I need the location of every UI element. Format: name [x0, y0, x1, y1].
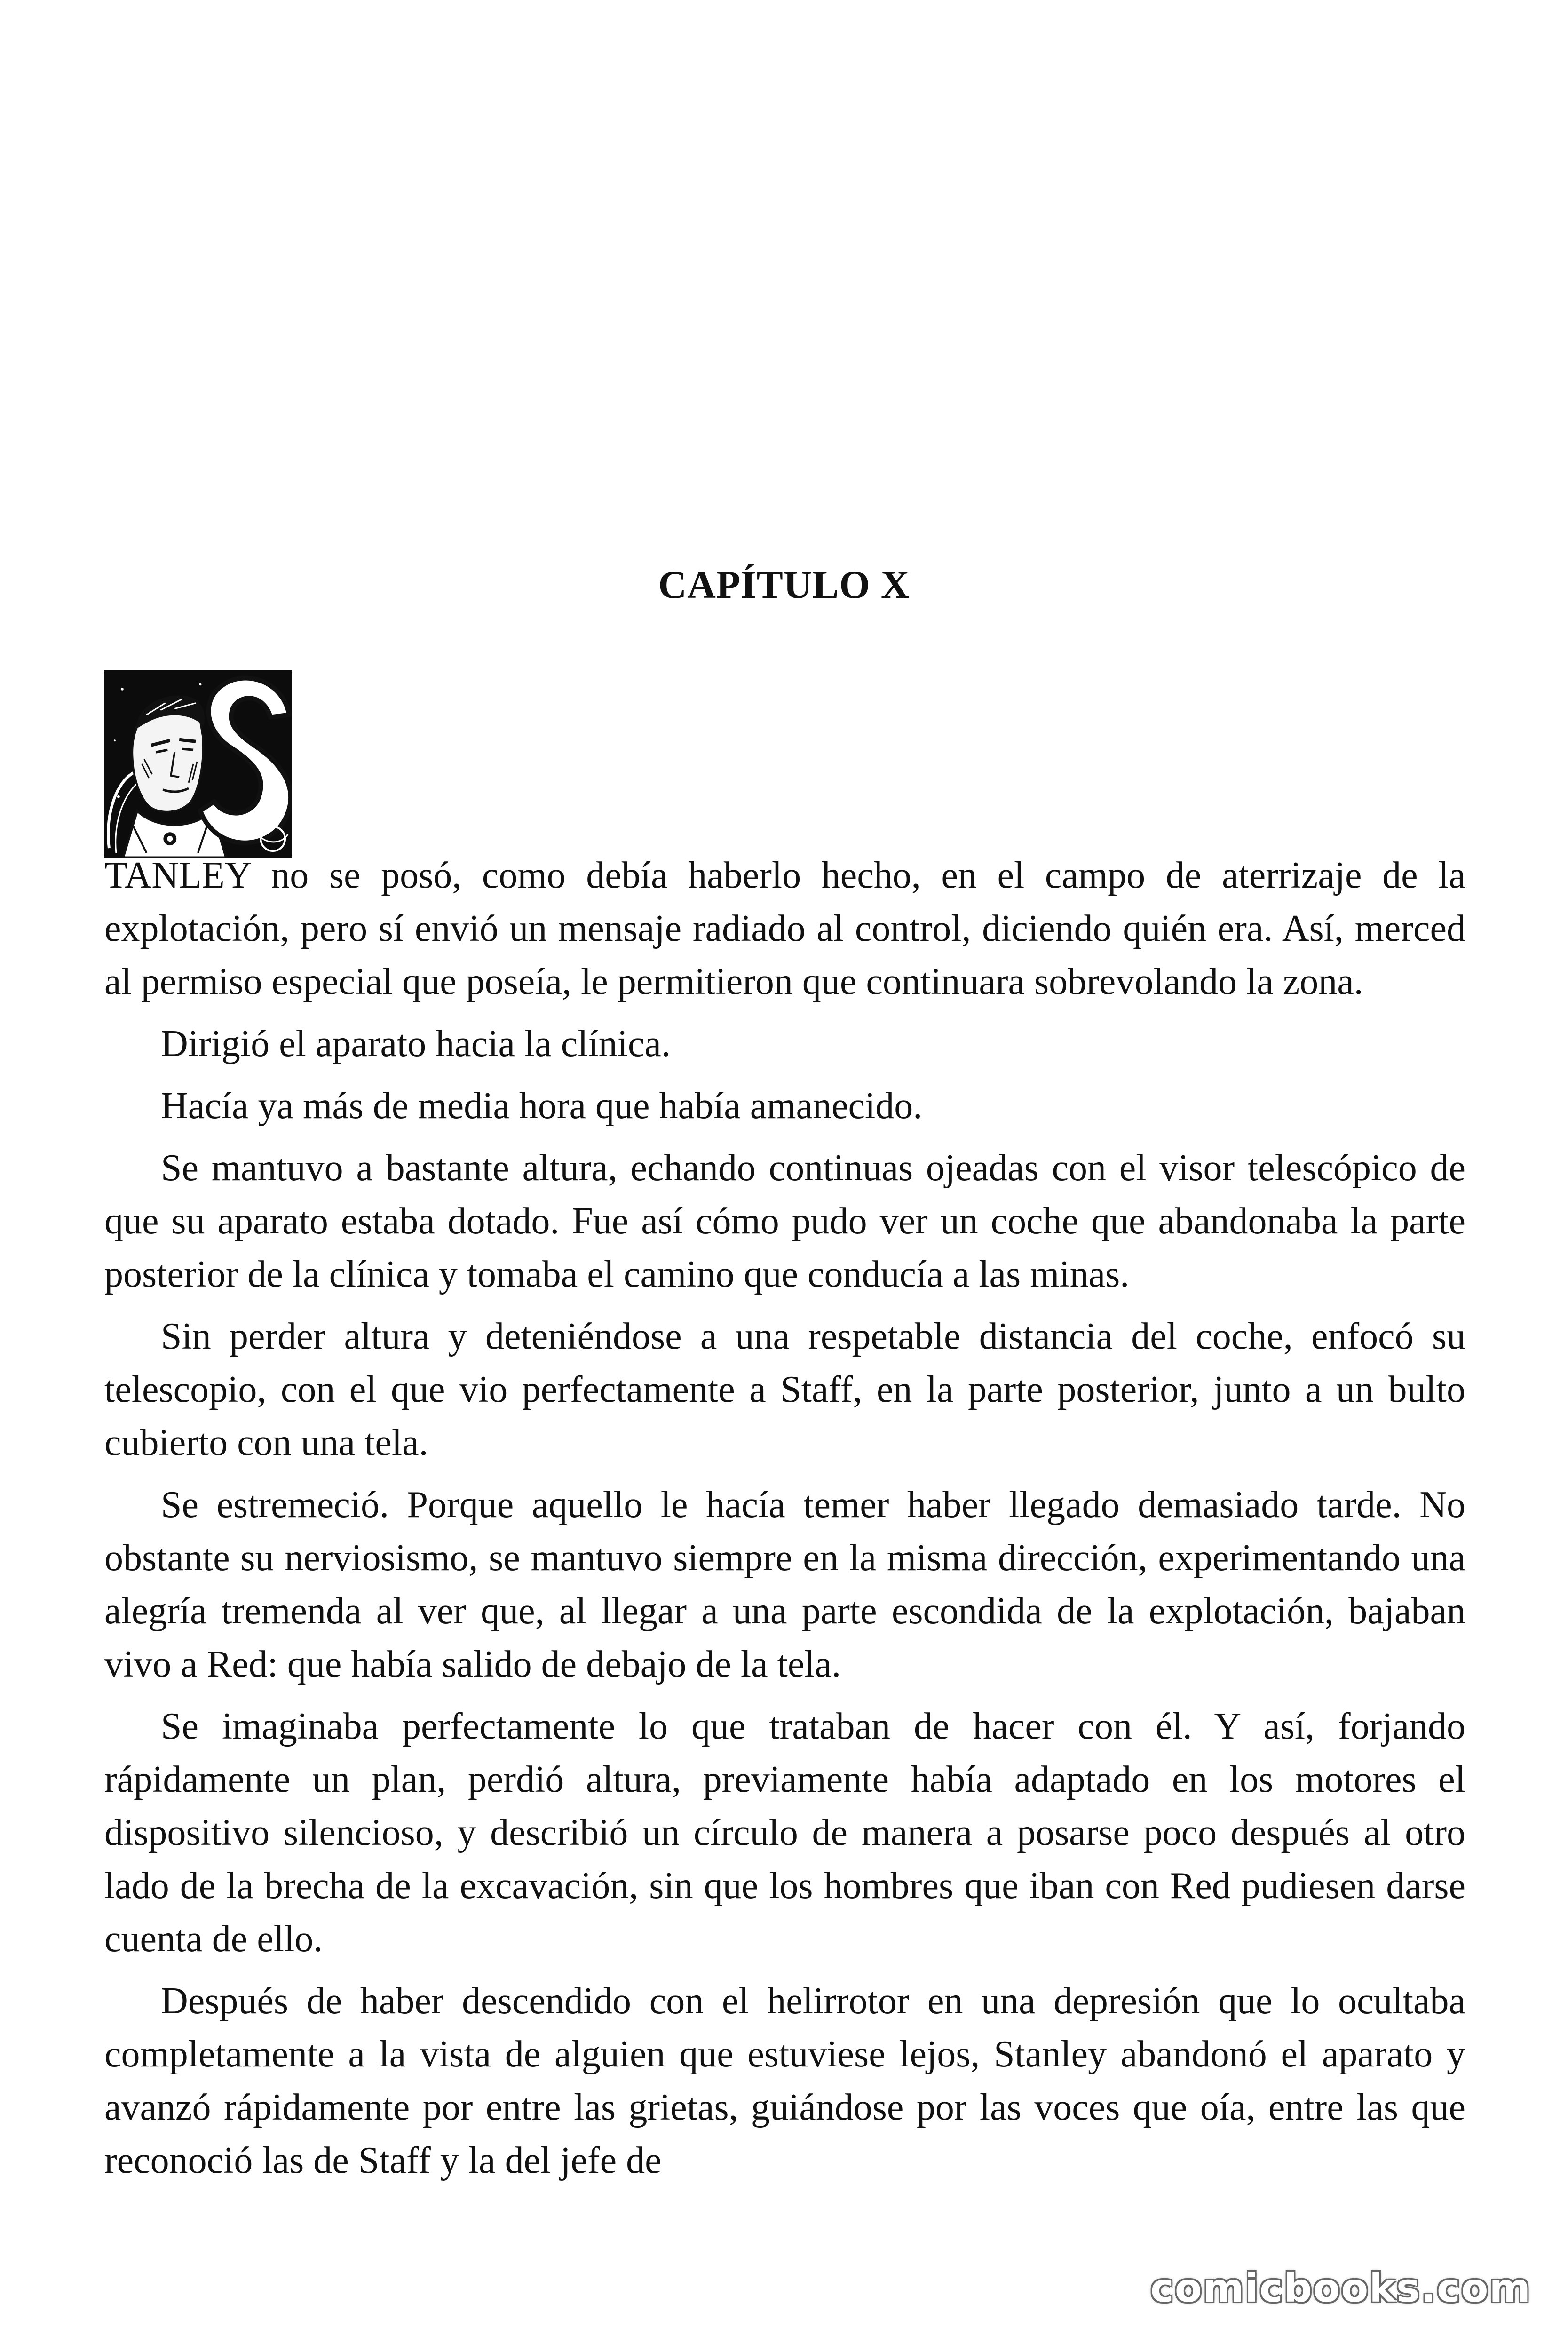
paragraph: Se mantuvo a bastante altura, echando continuas ojeadas con el visor telescópico de que su aparato estaba dotado. Fue así cómo pudo ver un coche que abandonaba la parte posterior de la clínica y tomaba el camino que conducía a las minas. — [104, 1147, 1465, 1295]
paragraph: Se imaginaba perfectamente lo que trataban de hacer con él. Y así, forjando rápidamente un plan, perdió altura, previamente había adaptado en los motores el dispositivo silencioso, y describió un círculo de manera a posarse poco después al otro lado de la brecha de la excavación, sin que los hombres que iban con Red pudiesen darse cuenta de ello. — [104, 1706, 1465, 1960]
drop-cap-illustration — [104, 670, 292, 858]
paragraph: TANLEY no se posó, como debía haberlo hecho, en el campo de aterrizaje de la explotación, pero sí envió un mensaje radiado al control, diciendo quién era. Así, merced al permiso especial que poseía, le permitieron que continuara sobrevolando la zona. — [104, 855, 1465, 1002]
paragraph: Dirigió el aparato hacia la clínica. — [161, 1023, 671, 1065]
chapter-body — [104, 849, 1465, 2196]
paragraph: Se estremeció. Porque aquello le hacía temer haber llegado demasiado tarde. No obstante su nerviosismo, se mantuvo siempre en la misma dirección, experimentando una alegría tremenda al ver que, al llegar a una parte escondida de la explotación, bajaban vivo a Red: que había salido de debajo de la tela. — [104, 1484, 1465, 1685]
paragraph: Hacía ya más de media hora que había amanecido. — [161, 1085, 923, 1127]
watermark: comicbooks.com — [1150, 2265, 1531, 2311]
paragraph: Después de haber descendido con el helirrotor en una depresión que lo ocultaba completamente a la vista de alguien que estuviese lejos, Stanley abandonó el aparato y avanzó rápidamente por entre las grietas, guiándose por las voces que oía, entre las que reconoció las de Staff y la del jefe de — [104, 1980, 1465, 2181]
paragraph: Sin perder altura y deteniéndose a una respetable distancia del coche, enfocó su telescopio, con el que vio perfectamente a Staff, en la parte posterior, junto a un bulto cubierto con una tela. — [104, 1316, 1465, 1463]
chapter-title: CAPÍTULO X — [658, 563, 910, 607]
